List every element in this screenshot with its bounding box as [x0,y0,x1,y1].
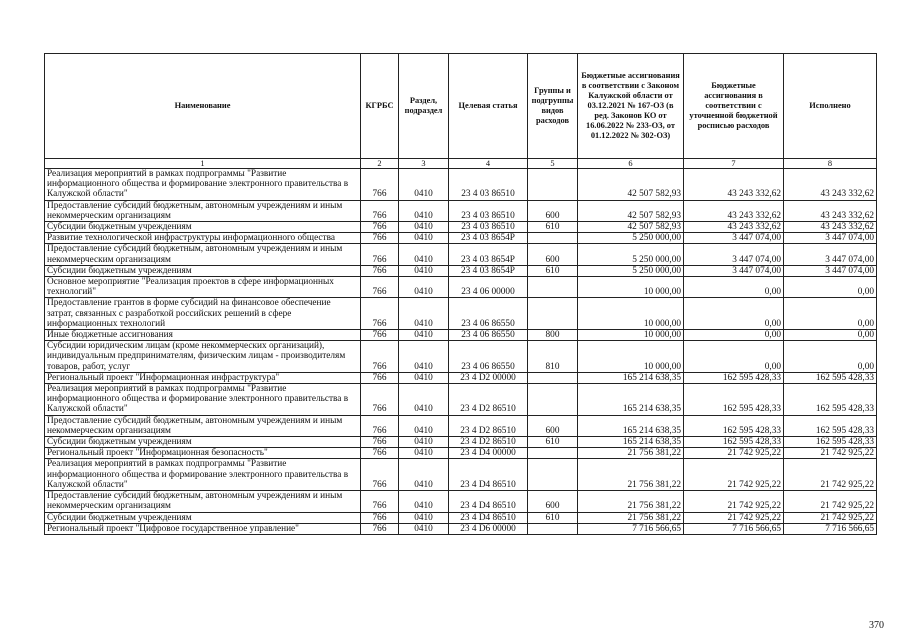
row-section: 0410 [399,233,449,244]
row-executed: 21 742 925,22 [784,459,877,491]
row-budget-law: 5 250 000,00 [578,233,684,244]
row-budget-refined: 43 243 332,62 [684,222,784,233]
row-section: 0410 [399,523,449,534]
row-budget-law: 21 756 381,22 [578,459,684,491]
row-name: Предоставление субсидий бюджетным, автономным учреждениям и иным некоммерческим организациям [45,415,361,436]
row-section: 0410 [399,372,449,383]
row-target: 23 4 03 86510 [449,222,528,233]
row-budget-refined: 162 595 428,33 [684,415,784,436]
header-group: Группы и подгруппы видов расходов [528,54,578,159]
table-row [45,341,877,373]
row-budget-law: 21 756 381,22 [578,448,684,459]
row-executed: 21 742 925,22 [784,491,877,512]
row-target: 23 4 03 8654Р [449,265,528,276]
row-group [528,298,578,330]
column-number: 1 [45,159,361,169]
row-kgrbs: 766 [361,233,399,244]
table-row [45,437,877,448]
row-target: 23 4 06 86550 [449,298,528,330]
row-budget-law: 10 000,00 [578,341,684,373]
row-group: 600 [528,491,578,512]
row-section: 0410 [399,277,449,298]
row-group [528,277,578,298]
row-name: Субсидии бюджетным учреждениям [45,512,361,523]
row-budget-refined: 0,00 [684,341,784,373]
row-budget-refined: 21 742 925,22 [684,448,784,459]
row-budget-law: 7 716 566,65 [578,523,684,534]
row-name: Иные бюджетные ассигнования [45,330,361,341]
row-budget-refined: 21 742 925,22 [684,512,784,523]
table-header-row [45,54,877,159]
row-executed: 162 595 428,33 [784,437,877,448]
row-budget-refined: 43 243 332,62 [684,200,784,221]
row-kgrbs: 766 [361,437,399,448]
header-budget-refined: Бюджетные ассигнования в соответствии с уточненной бюджетной росписью расходов [684,54,784,159]
row-group [528,448,578,459]
row-budget-law: 5 250 000,00 [578,265,684,276]
row-name: Субсидии бюджетным учреждениям [45,265,361,276]
row-section: 0410 [399,222,449,233]
table-row [45,330,877,341]
budget-report-page [44,53,876,535]
row-target: 23 4 06 86550 [449,330,528,341]
row-budget-refined: 21 742 925,22 [684,459,784,491]
row-group: 610 [528,512,578,523]
row-target: 23 4 D2 00000 [449,372,528,383]
row-group: 600 [528,200,578,221]
row-executed: 43 243 332,62 [784,200,877,221]
row-name: Предоставление субсидий бюджетным, автономным учреждениям и иным некоммерческим организациям [45,200,361,221]
column-number: 7 [684,159,784,169]
row-budget-law: 10 000,00 [578,277,684,298]
row-kgrbs: 766 [361,459,399,491]
row-budget-law: 21 756 381,22 [578,491,684,512]
row-section: 0410 [399,512,449,523]
table-row [45,277,877,298]
row-executed: 43 243 332,62 [784,222,877,233]
row-kgrbs: 766 [361,415,399,436]
row-budget-refined: 3 447 074,00 [684,244,784,265]
row-target: 23 4 D4 86510 [449,459,528,491]
row-budget-refined: 21 742 925,22 [684,491,784,512]
table-row [45,169,877,201]
column-number: 8 [784,159,877,169]
row-executed: 0,00 [784,298,877,330]
table-row [45,372,877,383]
row-budget-law: 165 214 638,35 [578,415,684,436]
row-kgrbs: 766 [361,523,399,534]
row-budget-refined: 162 595 428,33 [684,437,784,448]
row-kgrbs: 766 [361,512,399,523]
row-budget-law: 42 507 582,93 [578,222,684,233]
row-section: 0410 [399,330,449,341]
row-group: 810 [528,341,578,373]
row-name: Региональный проект "Информационная инфраструктура" [45,372,361,383]
row-budget-law: 42 507 582,93 [578,169,684,201]
column-number: 4 [449,159,528,169]
row-group [528,169,578,201]
row-kgrbs: 766 [361,330,399,341]
column-number: 5 [528,159,578,169]
column-number: 2 [361,159,399,169]
row-section: 0410 [399,341,449,373]
row-executed: 162 595 428,33 [784,372,877,383]
row-name: Региональный проект "Информационная безопасность" [45,448,361,459]
row-target: 23 4 D2 86510 [449,437,528,448]
row-budget-refined: 3 447 074,00 [684,233,784,244]
row-budget-law: 5 250 000,00 [578,244,684,265]
row-kgrbs: 766 [361,341,399,373]
row-name: Предоставление субсидий бюджетным, автономным учреждениям и иным некоммерческим организациям [45,244,361,265]
row-kgrbs: 766 [361,222,399,233]
row-target: 23 4 D2 86510 [449,415,528,436]
row-executed: 7 716 566,65 [784,523,877,534]
row-budget-law: 21 756 381,22 [578,512,684,523]
row-kgrbs: 766 [361,491,399,512]
row-target: 23 4 03 86510 [449,169,528,201]
row-target: 23 4 03 8654Р [449,233,528,244]
row-section: 0410 [399,244,449,265]
row-budget-refined: 162 595 428,33 [684,372,784,383]
row-section: 0410 [399,448,449,459]
row-group [528,459,578,491]
table-row [45,233,877,244]
header-target: Целевая статья [449,54,528,159]
row-budget-refined: 162 595 428,33 [684,384,784,416]
row-kgrbs: 766 [361,448,399,459]
row-budget-law: 165 214 638,35 [578,384,684,416]
row-kgrbs: 766 [361,244,399,265]
row-group: 610 [528,265,578,276]
row-budget-law: 10 000,00 [578,330,684,341]
row-name: Развитие технологической инфраструктуры информационного общества [45,233,361,244]
row-executed: 162 595 428,33 [784,415,877,436]
row-name: Субсидии бюджетным учреждениям [45,222,361,233]
table-row [45,222,877,233]
row-budget-law: 42 507 582,93 [578,200,684,221]
row-budget-law: 10 000,00 [578,298,684,330]
row-kgrbs: 766 [361,384,399,416]
table-row [45,512,877,523]
row-group: 800 [528,330,578,341]
row-section: 0410 [399,200,449,221]
row-name: Предоставление субсидий бюджетным, автономным учреждениям и иным некоммерческим организациям [45,491,361,512]
row-target: 23 4 D4 86510 [449,512,528,523]
row-target: 23 4 06 86550 [449,341,528,373]
row-group [528,384,578,416]
row-name: Региональный проект "Цифровое государственное управление" [45,523,361,534]
table-row [45,200,877,221]
row-section: 0410 [399,437,449,448]
row-group: 600 [528,244,578,265]
row-executed: 3 447 074,00 [784,244,877,265]
row-kgrbs: 766 [361,298,399,330]
row-executed: 43 243 332,62 [784,169,877,201]
table-row [45,244,877,265]
row-budget-law: 165 214 638,35 [578,437,684,448]
row-group: 600 [528,415,578,436]
row-group: 610 [528,222,578,233]
table-row [45,384,877,416]
table-row [45,298,877,330]
row-kgrbs: 766 [361,169,399,201]
header-kgrbs: КГРБС [361,54,399,159]
row-target: 23 4 D4 86510 [449,491,528,512]
row-group: 610 [528,437,578,448]
row-target: 23 4 06 00000 [449,277,528,298]
row-section: 0410 [399,265,449,276]
row-executed: 0,00 [784,330,877,341]
row-budget-law: 165 214 638,35 [578,372,684,383]
table-row [45,265,877,276]
row-name: Реализация мероприятий в рамках подпрограммы "Развитие информационного общества и формирование электронного правительства в Калужской области" [45,459,361,491]
row-executed: 3 447 074,00 [784,233,877,244]
row-executed: 0,00 [784,277,877,298]
row-kgrbs: 766 [361,200,399,221]
row-executed: 162 595 428,33 [784,384,877,416]
row-name: Предоставление грантов в форме субсидий на финансовое обеспечение затрат, связанных с разработкой российских решений в сфере информационных технологий [45,298,361,330]
row-target: 23 4 03 8654Р [449,244,528,265]
row-name: Реализация мероприятий в рамках подпрограммы "Развитие информационного общества и формирование электронного правительства в Калужской области" [45,169,361,201]
header-budget-law: Бюджетные ассигнования в соответствии с Законом Калужской области от 03.12.2021 № 167-ОЗ (в ред. Законов КО от 16.06.2022 № 233-ОЗ, от 01.12.2022 № 302-ОЗ) [578,54,684,159]
row-kgrbs: 766 [361,265,399,276]
row-group [528,233,578,244]
column-number: 3 [399,159,449,169]
row-section: 0410 [399,169,449,201]
row-section: 0410 [399,459,449,491]
row-group [528,372,578,383]
row-section: 0410 [399,384,449,416]
row-executed: 0,00 [784,341,877,373]
row-section: 0410 [399,298,449,330]
header-executed: Исполнено [784,54,877,159]
row-name: Субсидии юридическим лицам (кроме некоммерческих организаций), индивидуальным предпринимателям, физическим лицам - производителям товаров, работ, услуг [45,341,361,373]
table-row [45,459,877,491]
row-budget-refined: 0,00 [684,277,784,298]
row-kgrbs: 766 [361,372,399,383]
row-section: 0410 [399,491,449,512]
table-row [45,523,877,534]
row-executed: 21 742 925,22 [784,512,877,523]
row-name: Субсидии бюджетным учреждениям [45,437,361,448]
header-name: Наименование [45,54,361,159]
row-name: Реализация мероприятий в рамках подпрограммы "Развитие информационного общества и формирование электронного правительства в Калужской области" [45,384,361,416]
header-section: Раздел, подраздел [399,54,449,159]
column-number: 6 [578,159,684,169]
row-section: 0410 [399,415,449,436]
row-budget-refined: 3 447 074,00 [684,265,784,276]
row-executed: 3 447 074,00 [784,265,877,276]
row-kgrbs: 766 [361,277,399,298]
table-row [45,448,877,459]
table-row [45,415,877,436]
row-target: 23 4 03 86510 [449,200,528,221]
page-number: 370 [869,620,884,631]
row-name: Основное мероприятие "Реализация проектов в сфере информационных технологий" [45,277,361,298]
row-budget-refined: 43 243 332,62 [684,169,784,201]
column-number-row [45,159,877,169]
budget-table [44,53,877,535]
row-target: 23 4 D2 86510 [449,384,528,416]
row-budget-refined: 0,00 [684,330,784,341]
row-budget-refined: 0,00 [684,298,784,330]
row-group [528,523,578,534]
table-row [45,491,877,512]
row-executed: 21 742 925,22 [784,448,877,459]
row-budget-refined: 7 716 566,65 [684,523,784,534]
row-target: 23 4 D4 00000 [449,448,528,459]
row-target: 23 4 D6 00000 [449,523,528,534]
